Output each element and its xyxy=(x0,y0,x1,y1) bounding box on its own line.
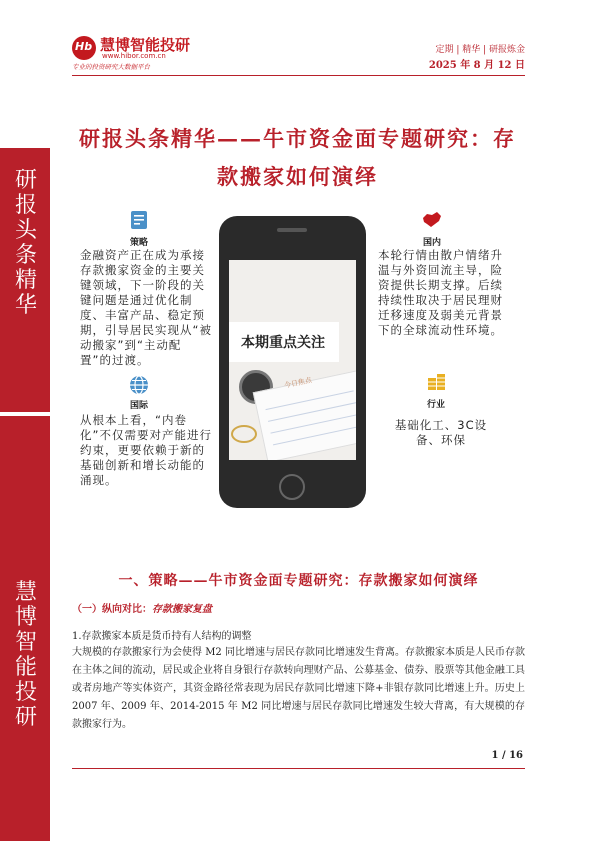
header-meta xyxy=(429,42,525,74)
strategy-text: 金融资产正在成为承接存款搬家资金的主要关键领域，下一阶段的关键问题是通过优化制度、丰富产品、稳定预期，引导居民实现从“被动搬家”到“主动配置”的过渡。 xyxy=(80,248,212,367)
industry-label: 行业 xyxy=(426,400,445,410)
logo-url: www.hibor.com.cn xyxy=(102,52,166,60)
screen-stamp: 今日焦点 xyxy=(283,376,313,390)
page-number: 1 / 16 xyxy=(491,750,523,761)
header-divider xyxy=(72,75,525,76)
phone-speaker xyxy=(277,228,307,232)
body-paragraph: 大规模的存款搬家行为会使得 M2 同比增速与居民存款同比增速发生背离。存款搬家本质是人民币存款在主体之间的流动，居民或企业将自身银行存款转向理财产品、公募基金、债券、股票等其他金融工具或者房地产等实体资产，其资金路径常表现为居民存款同比增速下降+非银存款同比增速上升。历史上 2007 年、2009 年、2014-2015 年 M2 同比增速与居民存款同比增速发生较大背离，有大规模的存款搬家行为。 xyxy=(72,647,525,730)
point-heading: 1.存款搬家本质是货币持有人结构的调整 xyxy=(72,631,252,642)
sidebar xyxy=(0,0,62,841)
sidebar-top-label: 研报头条精华 xyxy=(14,168,37,318)
screen-title: 本期重点关注 xyxy=(241,335,325,351)
screen-banner xyxy=(229,322,339,362)
phone-screen xyxy=(229,260,356,460)
phone-home-button xyxy=(279,474,305,500)
header-date: 2025 年 8 月 12 日 xyxy=(428,60,525,71)
header-tags: 定期 | 精华 | 研报炼金 xyxy=(435,45,525,55)
sidebar-bottom-label: 慧博智能投研 xyxy=(14,580,37,730)
section-heading: 一、策略——牛市资金面专题研究：存款搬家如何演绎 xyxy=(118,573,479,589)
logo-slogan: 专业的投资研究大数据平台 xyxy=(72,63,150,71)
logo-name: 慧博智能投研 xyxy=(100,36,191,54)
china-map-icon xyxy=(420,208,444,232)
footer-divider xyxy=(72,768,525,769)
ring-image xyxy=(231,425,257,443)
phone-illustration xyxy=(219,216,366,508)
globe-icon xyxy=(127,373,151,397)
domestic-text: 本轮行情由散户情绪升温与外资回流主导，险资提供长期支撑。后续持续性取决于居民理财迁移速度及弱美元背景下的全球流动性环境。 xyxy=(378,248,503,337)
page-title: 研报头条精华——牛市资金面专题研究：存款搬家如何演绎 xyxy=(79,126,516,189)
coins-icon xyxy=(424,370,448,394)
industry-text: 基础化工、3C设备、环保 xyxy=(394,418,488,447)
logo-mark-icon: Hb xyxy=(72,36,96,60)
international-text: 从根本上看，“内卷化”不仅需要对产能进行约束，更要依赖于新的基础创新和增长动能的涌现。 xyxy=(80,413,212,487)
strategy-icon xyxy=(127,208,151,232)
international-label: 国际 xyxy=(129,401,148,411)
domestic-label: 国内 xyxy=(422,238,441,248)
strategy-label: 策略 xyxy=(129,238,148,248)
subsection-heading: （一）纵向对比：存款搬家复盘 xyxy=(72,604,212,615)
